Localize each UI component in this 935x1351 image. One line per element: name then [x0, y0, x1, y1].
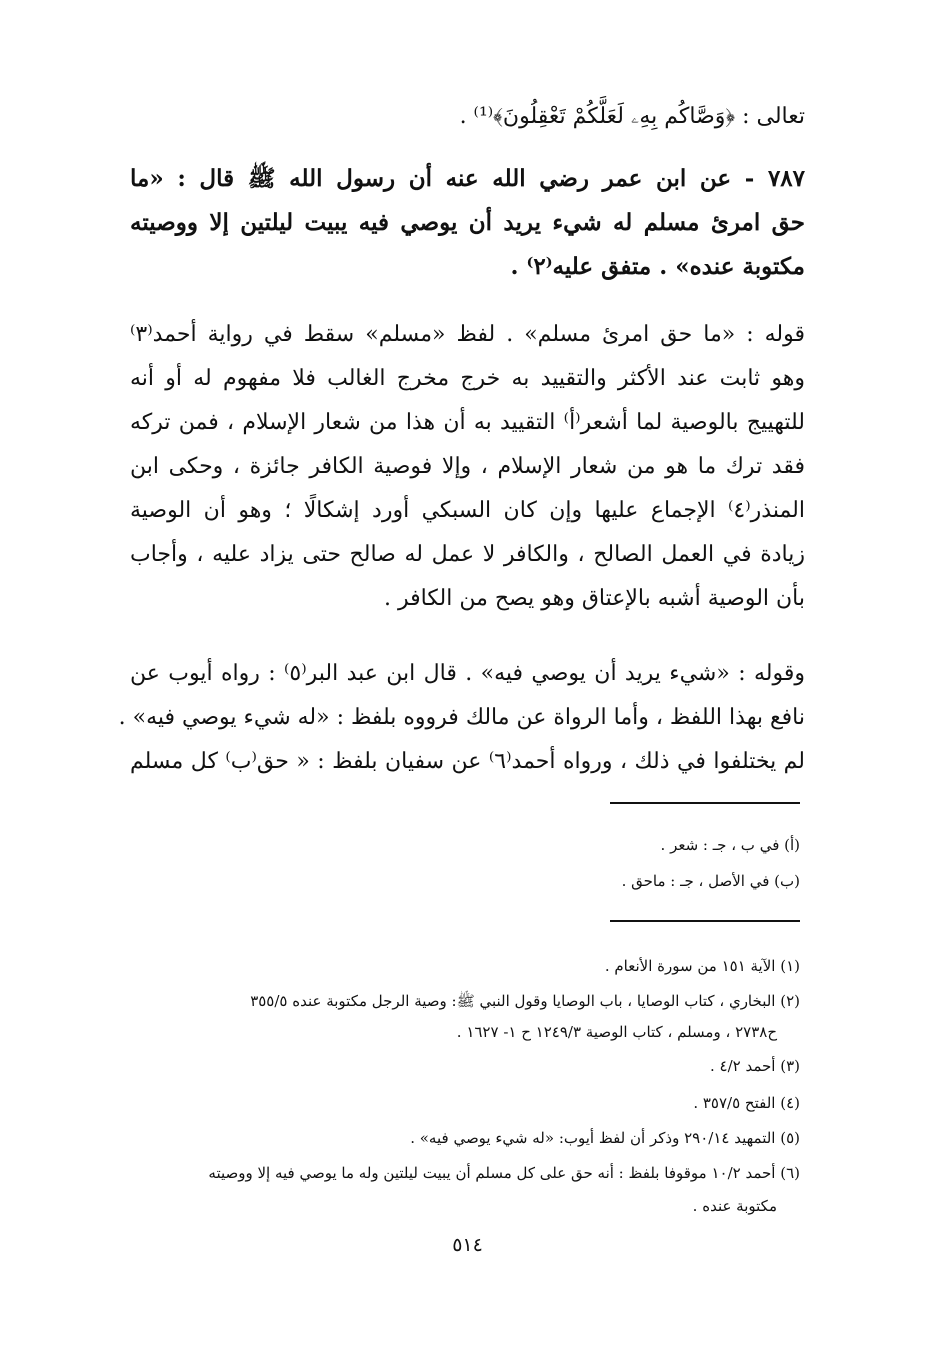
footnote: (٥) التمهيد ٢٩٠/١٤ وذكر أن لفظ أيوب: «له شيء يوصي فيه» .	[410, 1129, 800, 1147]
hadith-line: ٧٨٧ - عن ابن عمر رضي الله عنه أن رسول الله ﷺ قال : «ما	[130, 165, 805, 192]
footnote: (١) الآية ١٥١ من سورة الأنعام .	[604, 957, 800, 975]
page-number: ٥١٤	[452, 1234, 483, 1256]
variant-notes-rule	[610, 802, 800, 804]
paragraph-line: وقوله : «شيء يريد أن يوصي فيه» . قال ابن عبد البر⁽٥⁾ : رواه أيوب عن	[130, 661, 805, 686]
hadith-line: حق امرئ مسلم له شيء يريد أن يوصي فيه يبيت ليلتين إلا ووصيته	[130, 209, 805, 236]
footnote: (٣) أحمد ٤/٢ .	[709, 1057, 800, 1075]
footnote: (٢) البخاري ، كتاب الوصايا ، باب الوصايا وقول النبي ﷺ: وصية الرجل مكتوبة عنده ٣٥٥/٥	[250, 992, 800, 1010]
footnote-continuation: مكتوبة عنده .	[692, 1197, 777, 1215]
paragraph-line: فقد ترك ما هو من شعار الإسلام ، وإلا فوصية الكافر جائزة ، وحكى ابن	[130, 454, 805, 479]
quran-verse-line: تعالى : ﴿وَصَّاكُم بِهِۦ لَعَلَّكُمْ تَعْقِلُونَ﴾⁽¹⁾ .	[459, 104, 805, 129]
paragraph-line: لم يختلفوا في ذلك ، ورواه أحمد⁽٦⁾ عن سفيان بلفظ : « حق⁽ب⁾ كل مسلم	[130, 749, 806, 774]
hadith-line: مكتوبة عنده» . متفق عليه⁽٢⁾ .	[510, 253, 805, 280]
commentary-paragraph	[130, 318, 805, 638]
paragraph-line: زيادة في العمل الصالح ، والكافر لا عمل له صالح حتى يزاد عليه ، وأجاب	[130, 542, 805, 567]
paragraph-line: نافع بهذا اللفظ ، وأما الرواة عن مالك فرووه بلفظ : «له شيء يوصي فيه» .	[118, 705, 805, 730]
variant-note: (ب) في الأصل ، جـ : ماحق .	[621, 872, 800, 890]
paragraph-line: قوله : «ما حق امرئ مسلم» . لفظ «مسلم» سقط في رواية أحمد⁽٣⁾	[130, 322, 805, 347]
paragraph-line: المنذر⁽٤⁾ الإجماع عليها وإن كان السبكي أورد إشكالًا ؛ وهو أن الوصية	[130, 498, 805, 523]
hadith-block	[130, 162, 805, 298]
commentary-paragraph	[118, 657, 806, 787]
variant-note: (أ) في ب ، جـ : شعر .	[660, 836, 800, 854]
paragraph-line: بأن الوصية أشبه بالإعتاق وهو يصح من الكافر .	[384, 586, 805, 611]
paragraph-line: وهو ثابت عند الأكثر والتقييد به خرج مخرج الغالب فلا مفهوم له أو أنه	[130, 366, 805, 391]
footnote-continuation: ح٢٧٣٨ ، ومسلم ، كتاب الوصية ١٢٤٩/٣ ح ١- ١٦٢٧ .	[456, 1023, 777, 1041]
footnotes-rule	[610, 920, 800, 922]
footnote: (٦) أحمد ١٠/٢ موقوفا بلفظ : أنه حق على كل مسلم أن يبيت ليلتين وله ما يوصي فيه إلا ووصيته	[208, 1164, 800, 1182]
footnote: (٤) الفتح ٣٥٧/٥ .	[693, 1094, 800, 1112]
paragraph-line: للتهييج بالوصية لما أشعر⁽أ⁾ التقييد به أن هذا من شعار الإسلام ، فمن تركه	[130, 410, 805, 435]
